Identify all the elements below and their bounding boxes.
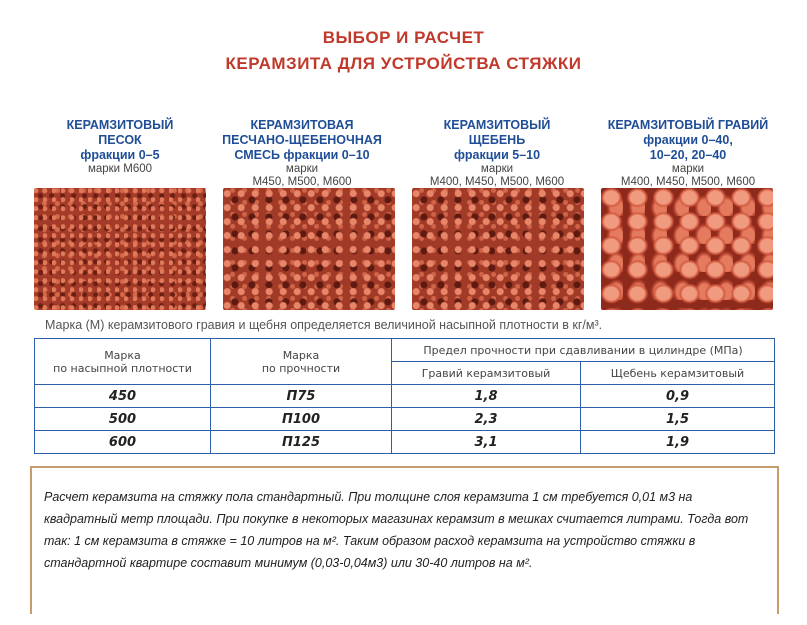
cell: 2,3 [392,408,581,431]
product-grade: М400, М450, М500, М600 [429,176,565,188]
product-name: ПЕСЧАНО-ЩЕБЕНОЧНАЯ [222,133,382,147]
header-line: по насыпной плотности [53,361,192,375]
table-row [35,408,775,431]
page-title-line1: ВЫБОР И РАСЧЕТ [322,28,485,47]
cell: 600 [35,431,211,454]
cell: П125 [211,431,392,454]
header-cell [35,339,211,385]
calculation-box [30,466,780,616]
product-crushed-stone [407,118,587,189]
frame-border [30,466,778,468]
table-row [35,385,775,408]
cell: П100 [211,408,392,431]
header-line: по прочности [261,361,341,375]
cell: 1,8 [392,385,581,408]
header-line: Марка [282,348,320,362]
strength-table [34,338,775,454]
frame-border [777,466,779,614]
product-grade: марки [285,163,319,175]
cell: 500 [35,408,211,431]
calculation-text: Расчет керамзита на стяжку пола стандартный. При толщине слоя керамзита 1 см требуется 0,01 м3 на квадратный метр площади. При покупке в некоторых магазинах керамзит в мешках считается литрами. Тогда вот так: 1 см керамзита в стяжке = 10 литров на м². Таким образом расход керамзита на устройство стяжки в стандартной квартире составит минимум (0,03-0,04м3) или 30-40 литров на м². [44,490,749,570]
product-name: фракции 0–5 [80,148,160,162]
product-gravel [598,118,778,189]
product-name: КЕРАМЗИТОВЫЙ [443,118,551,132]
cell: 3,1 [392,431,581,454]
cell: 1,5 [581,408,775,431]
product-grade: марки [480,163,514,175]
product-name: фракции 0–40, [643,133,733,147]
cell: 1,9 [581,431,775,454]
mix-photo [223,188,395,310]
product-grade: марки [671,163,705,175]
sub-header: Гравий керамзитовый [392,362,581,385]
density-note: Марка (М) керамзитового гравия и щебня определяется величиной насыпной плотности в кг/м³. [45,318,603,332]
product-grade: марки М600 [87,163,153,175]
cell: 450 [35,385,211,408]
sand-photo [34,188,206,310]
product-grade: М450, М500, М600 [252,176,352,188]
product-name: 10–20, 20–40 [649,148,727,162]
product-mix [212,118,392,189]
gravel-photo [601,188,773,310]
sub-header: Щебень керамзитовый [581,362,775,385]
table-row [35,431,775,454]
group-header: Предел прочности при сдавливании в цилиндре (МПа) [392,339,775,362]
cell: 0,9 [581,385,775,408]
product-name: СМЕСЬ фракции 0–10 [234,148,370,162]
product-name: КЕРАМЗИТОВЫЙ ГРАВИЙ [607,118,769,132]
product-name: фракции 5–10 [453,148,541,162]
page-title-line2: КЕРАМЗИТА ДЛЯ УСТРОЙСТВА СТЯЖКИ [225,54,582,73]
product-grade: М400, М450, М500, М600 [620,176,756,188]
product-sand [30,118,210,176]
frame-border [30,466,32,614]
product-name: ЩЕБЕНЬ [468,133,526,147]
product-name: КЕРАМЗИТОВАЯ [250,118,354,132]
product-name: КЕРАМЗИТОВЫЙ [66,118,174,132]
header-line: Марка [104,348,141,362]
cell: П75 [211,385,392,408]
product-name: ПЕСОК [98,133,142,147]
crushed-stone-photo [412,188,584,310]
header-cell [211,339,392,385]
